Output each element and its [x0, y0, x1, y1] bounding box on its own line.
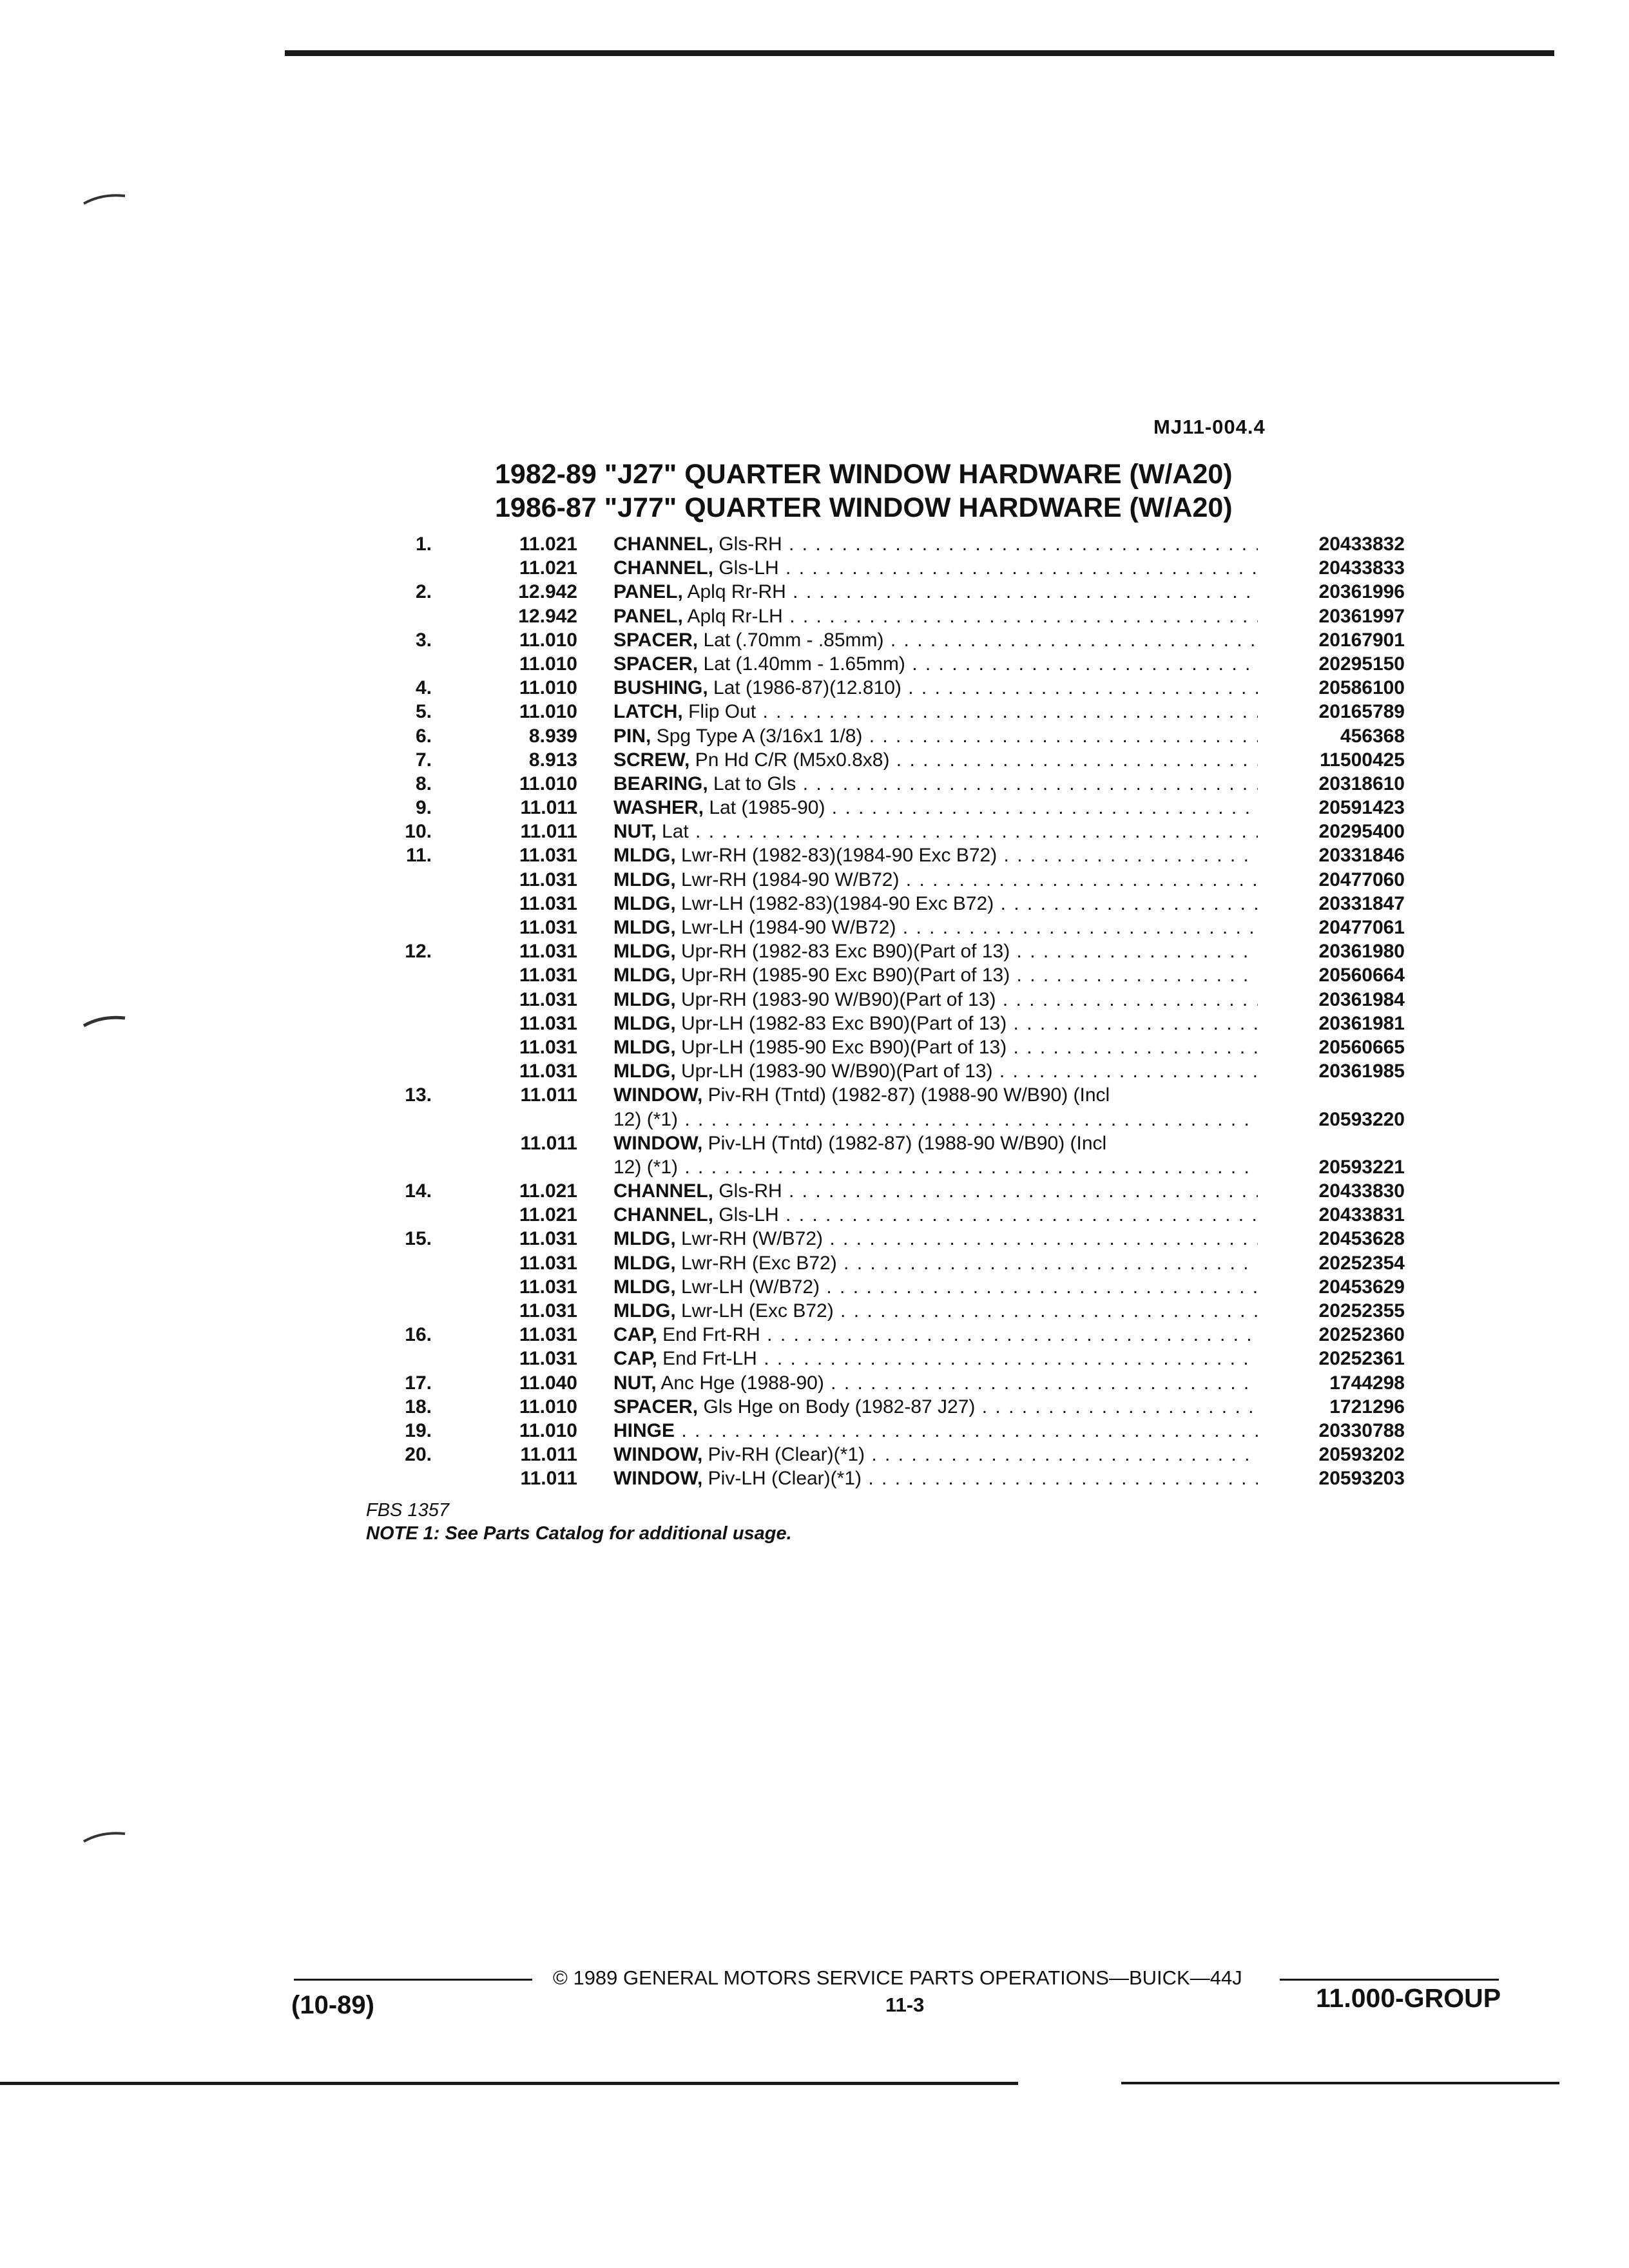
- bottom-rule-right: [1121, 2082, 1559, 2084]
- group-number: 11.031: [519, 1252, 577, 1274]
- group-number: 11.031: [519, 917, 577, 938]
- part-row: [361, 1395, 1405, 1419]
- part-description: [613, 892, 1258, 916]
- part-name: CAP,: [613, 1324, 657, 1346]
- ref-number: 3.: [415, 629, 432, 651]
- part-number: 20361980: [1318, 941, 1405, 963]
- group-number: 11.031: [519, 1348, 577, 1370]
- parts-list: [361, 532, 1405, 1491]
- part-name: SCREW,: [613, 749, 690, 771]
- part-number: 20586100: [1318, 677, 1405, 699]
- part-number: 20252355: [1318, 1300, 1405, 1322]
- part-row: [361, 843, 1405, 867]
- part-name: MLDG,: [613, 1228, 676, 1250]
- part-name: BEARING,: [613, 773, 708, 794]
- part-detail: Pn Hd C/R (M5x0.8x8): [689, 749, 890, 771]
- group-number: 11.010: [519, 1419, 577, 1441]
- part-detail: End Frt-LH: [657, 1348, 757, 1370]
- ref-number: 5.: [415, 701, 432, 723]
- group-number: 11.010: [519, 653, 577, 675]
- part-detail: Lwr-RH (Exc B72): [675, 1252, 837, 1274]
- part-row: [361, 700, 1405, 724]
- part-name: MLDG,: [613, 1061, 676, 1082]
- part-row: [361, 1299, 1405, 1323]
- part-row: [361, 1275, 1405, 1299]
- part-description: [613, 843, 1258, 867]
- bottom-rule: [0, 2082, 1018, 2085]
- part-row: [361, 1035, 1405, 1059]
- group-number: 8.939: [528, 725, 577, 747]
- ref-number: 8.: [415, 773, 432, 794]
- part-detail: Lwr-LH (1982-83)(1984-90 Exc B72): [675, 892, 994, 914]
- part-number: 20477060: [1318, 869, 1405, 890]
- footer-rule-left: [294, 1979, 532, 1981]
- part-name: CAP,: [613, 1348, 657, 1370]
- group-number: 8.913: [528, 749, 577, 771]
- part-detail: Upr-LH (1985-90 Exc B90)(Part of 13): [675, 1036, 1007, 1058]
- part-description: [613, 1443, 1258, 1466]
- part-row: [361, 939, 1405, 963]
- note-1: NOTE 1: See Parts Catalog for additional usage.: [366, 1523, 792, 1544]
- part-detail: Upr-RH (1982-83 Exc B90)(Part of 13): [675, 941, 1010, 963]
- part-description: [613, 1203, 1258, 1227]
- part-number: 20318610: [1318, 773, 1405, 794]
- ref-number: 16.: [405, 1324, 432, 1346]
- part-description: [613, 1251, 1258, 1275]
- part-detail: Piv-RH (Clear)(*1): [702, 1444, 865, 1466]
- ref-number: 7.: [415, 749, 432, 771]
- part-name: CHANNEL,: [613, 533, 713, 555]
- footer-date-code: (10-89): [291, 1991, 374, 2019]
- part-detail: Lwr-LH (Exc B72): [675, 1300, 834, 1322]
- part-number: 20330788: [1318, 1419, 1405, 1441]
- part-number: 20252361: [1318, 1348, 1405, 1370]
- part-description: [613, 1466, 1258, 1490]
- part-number: 20593202: [1318, 1444, 1405, 1466]
- part-row: [361, 796, 1405, 820]
- part-detail: Gls-RH: [713, 1180, 782, 1202]
- part-number: 20361984: [1318, 988, 1405, 1010]
- part-detail: Lwr-LH (1984-90 W/B72): [675, 917, 896, 938]
- part-row: [361, 1131, 1405, 1179]
- part-detail: Lat (.70mm - .85mm): [698, 629, 884, 651]
- part-number: 20560665: [1318, 1036, 1405, 1058]
- part-name: CHANNEL,: [613, 557, 713, 579]
- part-row: [361, 1371, 1405, 1395]
- part-detail: Lat (1985-90): [704, 797, 825, 819]
- part-description: [613, 1059, 1258, 1083]
- part-description: [613, 963, 1258, 987]
- group-number: 11.031: [519, 1061, 577, 1082]
- part-row: [361, 963, 1405, 987]
- part-detail: Spg Type A (3/16x1 1/8): [651, 725, 863, 747]
- part-description: [613, 772, 1258, 796]
- group-number: 11.031: [519, 1228, 577, 1250]
- ref-number: 4.: [415, 677, 432, 699]
- part-row: [361, 868, 1405, 892]
- part-description: [613, 628, 1258, 652]
- ref-number: 13.: [405, 1084, 432, 1106]
- group-number: 11.010: [519, 1396, 577, 1418]
- part-number: 20433832: [1318, 533, 1405, 555]
- part-number: 456368: [1340, 725, 1405, 747]
- part-description: [613, 604, 1258, 628]
- group-number: 11.031: [519, 869, 577, 890]
- part-number: 1744298: [1329, 1372, 1405, 1394]
- part-name: MLDG,: [613, 917, 676, 938]
- part-description: [613, 1299, 1258, 1323]
- group-number: 12.942: [518, 581, 577, 603]
- part-detail: Lwr-LH (W/B72): [675, 1276, 820, 1298]
- part-detail: Lat: [656, 821, 689, 843]
- part-number: 20252360: [1318, 1324, 1405, 1346]
- part-detail: Aplq Rr-LH: [682, 605, 783, 627]
- part-description: [613, 532, 1258, 556]
- part-description: [613, 1395, 1258, 1419]
- part-detail: Gls-RH: [713, 533, 782, 555]
- footer-rule-right: [1280, 1979, 1499, 1981]
- part-description: [613, 676, 1258, 700]
- group-number: 11.011: [520, 1468, 577, 1490]
- part-row: [361, 1443, 1405, 1466]
- part-description: [613, 1371, 1258, 1395]
- page-title: 1982-89 "J27" QUARTER WINDOW HARDWARE (W/A20): [495, 459, 1233, 490]
- page-subtitle: 1986-87 "J77" QUARTER WINDOW HARDWARE (W/A20): [495, 492, 1233, 523]
- ref-number: 15.: [405, 1228, 432, 1250]
- part-number: 20591423: [1318, 797, 1405, 819]
- part-name: WINDOW,: [613, 1084, 703, 1106]
- part-detail: Gls Hge on Body (1982-87 J27): [698, 1396, 976, 1418]
- part-row: [361, 1466, 1405, 1490]
- group-number: 11.031: [519, 892, 577, 914]
- part-number: 20593203: [1318, 1468, 1405, 1490]
- part-row: [361, 580, 1405, 604]
- part-row: [361, 892, 1405, 916]
- margin-mark: [82, 191, 128, 210]
- part-name: PIN,: [613, 725, 651, 747]
- part-description: [613, 1012, 1258, 1035]
- part-name: SPACER,: [613, 629, 699, 651]
- part-detail: Piv-LH (Clear)(*1): [702, 1468, 862, 1490]
- part-name: MLDG,: [613, 988, 676, 1010]
- part-detail: Anc Hge (1988-90): [656, 1372, 824, 1394]
- part-number: 20453629: [1318, 1276, 1405, 1298]
- part-detail: End Frt-RH: [657, 1324, 760, 1346]
- ref-number: 9.: [415, 797, 432, 819]
- part-description: [613, 556, 1258, 580]
- part-row: [361, 772, 1405, 796]
- part-description: [613, 868, 1258, 892]
- part-detail: Lat to Gls: [708, 773, 796, 794]
- part-description: [613, 796, 1258, 820]
- part-name: WINDOW,: [613, 1132, 703, 1154]
- fbs-reference: FBS 1357: [366, 1500, 449, 1521]
- group-number: 11.021: [519, 1204, 577, 1226]
- part-row: [361, 748, 1405, 772]
- part-detail: Lat (1.40mm - 1.65mm): [698, 653, 905, 675]
- part-number: 20361981: [1318, 1012, 1405, 1034]
- part-number: 20295150: [1318, 653, 1405, 675]
- part-number: 20433833: [1318, 557, 1405, 579]
- group-number: 11.031: [519, 1012, 577, 1034]
- group-number: 11.031: [519, 1324, 577, 1346]
- group-number: 11.010: [519, 677, 577, 699]
- group-number: 11.021: [519, 533, 577, 555]
- part-number: 20361997: [1318, 605, 1405, 627]
- part-row: [361, 1083, 1405, 1131]
- part-row: [361, 1203, 1405, 1227]
- ref-number: 11.: [405, 845, 432, 867]
- part-name: CHANNEL,: [613, 1204, 713, 1226]
- part-row: [361, 628, 1405, 652]
- part-row: [361, 1227, 1405, 1251]
- group-number: 11.011: [520, 1084, 577, 1106]
- part-row: [361, 676, 1405, 700]
- part-number: 20165789: [1318, 701, 1405, 723]
- part-row: [361, 820, 1405, 843]
- part-number: 1721296: [1329, 1396, 1405, 1418]
- part-detail: Piv-LH (Tntd) (1982-87) (1988-90 W/B90) (Incl: [702, 1132, 1107, 1154]
- group-number: 11.031: [519, 941, 577, 963]
- part-name: SPACER,: [613, 1396, 699, 1418]
- group-number: 11.010: [519, 629, 577, 651]
- part-name: NUT,: [613, 1372, 657, 1394]
- part-description: [613, 1275, 1258, 1299]
- part-detail: Upr-LH (1983-90 W/B90)(Part of 13): [675, 1061, 993, 1082]
- part-row: [361, 556, 1405, 580]
- part-name: PANEL,: [613, 581, 683, 603]
- part-name: PANEL,: [613, 605, 683, 627]
- part-description: [613, 988, 1258, 1012]
- part-description: [613, 1179, 1258, 1203]
- part-number: 20167901: [1318, 629, 1405, 651]
- group-number: 11.040: [519, 1372, 577, 1394]
- part-detail: Gls-LH: [713, 557, 779, 579]
- part-name: WINDOW,: [613, 1444, 703, 1466]
- ref-number: 17.: [405, 1372, 432, 1394]
- ref-number: 1.: [415, 533, 432, 555]
- group-number: 11.031: [519, 845, 577, 867]
- part-number: 20331846: [1318, 845, 1405, 867]
- group-number: 11.010: [519, 773, 577, 794]
- ref-number: 10.: [405, 821, 432, 843]
- part-description: [613, 724, 1258, 748]
- footer-copyright: © 1989 GENERAL MOTORS SERVICE PARTS OPERATIONS—BUICK—44J: [553, 1966, 1242, 1989]
- part-description: [613, 1419, 1258, 1443]
- part-description: [613, 1227, 1258, 1251]
- part-number: 20560664: [1318, 965, 1405, 986]
- part-name: MLDG,: [613, 1036, 676, 1058]
- part-detail: Upr-RH (1985-90 Exc B90)(Part of 13): [675, 965, 1010, 986]
- part-description: [613, 1323, 1258, 1347]
- part-detail-continued: 12) (*1) . . .: [613, 1108, 1258, 1131]
- part-description: [613, 820, 1258, 843]
- part-name: MLDG,: [613, 892, 676, 914]
- ref-number: 20.: [405, 1444, 432, 1466]
- margin-mark: [82, 1829, 128, 1848]
- part-detail: Lwr-RH (1982-83)(1984-90 Exc B72): [675, 845, 998, 867]
- part-description: [613, 916, 1258, 939]
- part-detail: Flip Out: [682, 701, 757, 723]
- part-number: 11500425: [1320, 749, 1405, 771]
- part-row: [361, 652, 1405, 676]
- part-name: MLDG,: [613, 1300, 676, 1322]
- part-description: [613, 580, 1258, 604]
- group-number: 11.031: [519, 1276, 577, 1298]
- part-detail: Lwr-RH (1984-90 W/B72): [675, 869, 900, 890]
- part-name: MLDG,: [613, 869, 676, 890]
- footer-group: 11.000-GROUP: [1316, 1983, 1501, 2013]
- group-number: 11.021: [519, 557, 577, 579]
- part-description: [613, 939, 1258, 963]
- part-description: [613, 652, 1258, 676]
- part-row: [361, 724, 1405, 748]
- part-row: [361, 916, 1405, 939]
- part-number: 20433830: [1318, 1180, 1405, 1202]
- part-name: SPACER,: [613, 653, 699, 675]
- part-detail: Piv-RH (Tntd) (1982-87) (1988-90 W/B90) (Incl: [702, 1084, 1110, 1106]
- part-name: MLDG,: [613, 941, 676, 963]
- part-detail-continued: 12) (*1) . . .: [613, 1155, 1258, 1179]
- part-name: WASHER,: [613, 797, 704, 819]
- part-description: [613, 1347, 1258, 1370]
- margin-mark: [82, 1013, 128, 1032]
- part-number: 20361996: [1318, 581, 1405, 603]
- group-number: 11.010: [519, 701, 577, 723]
- part-number: 20593220: [1318, 1108, 1405, 1130]
- part-description: [613, 748, 1258, 772]
- part-row: [361, 1323, 1405, 1347]
- part-detail: Upr-RH (1983-90 W/B90)(Part of 13): [675, 988, 996, 1010]
- ref-number: 2.: [415, 581, 432, 603]
- part-name: MLDG,: [613, 1276, 676, 1298]
- ref-number: 19.: [405, 1419, 432, 1441]
- part-number: 20433831: [1318, 1204, 1405, 1226]
- group-number: 11.021: [519, 1180, 577, 1202]
- ref-number: 14.: [405, 1180, 432, 1202]
- part-row: [361, 1012, 1405, 1035]
- part-name: HINGE: [613, 1419, 675, 1441]
- part-name: MLDG,: [613, 1252, 676, 1274]
- part-detail: Lat (1986-87)(12.810): [708, 677, 901, 699]
- top-rule: [285, 50, 1554, 56]
- part-row: [361, 532, 1405, 556]
- group-number: 11.011: [520, 797, 577, 819]
- document-id: MJ11-004.4: [1153, 416, 1266, 438]
- part-number: 20295400: [1318, 821, 1405, 843]
- part-number: 20331847: [1318, 892, 1405, 914]
- part-name: MLDG,: [613, 845, 676, 867]
- group-number: 11.031: [519, 988, 577, 1010]
- footer-page-number: 11-3: [885, 1994, 925, 2016]
- ref-number: 12.: [405, 941, 432, 963]
- part-detail: Aplq Rr-RH: [682, 581, 786, 603]
- ref-number: 6.: [415, 725, 432, 747]
- part-name: WINDOW,: [613, 1468, 703, 1490]
- group-number: 11.031: [519, 1300, 577, 1322]
- part-detail: Gls-LH: [713, 1204, 779, 1226]
- part-detail: Lwr-RH (W/B72): [675, 1228, 823, 1250]
- group-number: 11.031: [519, 1036, 577, 1058]
- part-row: [361, 1251, 1405, 1275]
- part-name: CHANNEL,: [613, 1180, 713, 1202]
- part-number: 20593221: [1318, 1156, 1405, 1178]
- part-row: [361, 1059, 1405, 1083]
- group-number: 11.031: [519, 965, 577, 986]
- group-number: 11.011: [520, 821, 577, 843]
- part-name: BUSHING,: [613, 677, 708, 699]
- part-name: MLDG,: [613, 1012, 676, 1034]
- part-detail: Upr-LH (1982-83 Exc B90)(Part of 13): [675, 1012, 1007, 1034]
- part-number: 20361985: [1318, 1061, 1405, 1082]
- ref-number: 18.: [405, 1396, 432, 1418]
- part-row: [361, 1419, 1405, 1443]
- group-number: 11.011: [520, 1444, 577, 1466]
- part-name: NUT,: [613, 821, 657, 843]
- part-number: 20252354: [1318, 1252, 1405, 1274]
- part-row: [361, 1179, 1405, 1203]
- part-description: [613, 700, 1258, 724]
- group-number: 12.942: [518, 605, 577, 627]
- part-number: 20477061: [1318, 917, 1405, 938]
- part-name: MLDG,: [613, 965, 676, 986]
- part-row: [361, 988, 1405, 1012]
- group-number: 11.011: [520, 1132, 577, 1154]
- part-name: LATCH,: [613, 701, 683, 723]
- part-row: [361, 604, 1405, 628]
- part-description: [613, 1035, 1258, 1059]
- part-number: 20453628: [1318, 1228, 1405, 1250]
- part-row: [361, 1347, 1405, 1370]
